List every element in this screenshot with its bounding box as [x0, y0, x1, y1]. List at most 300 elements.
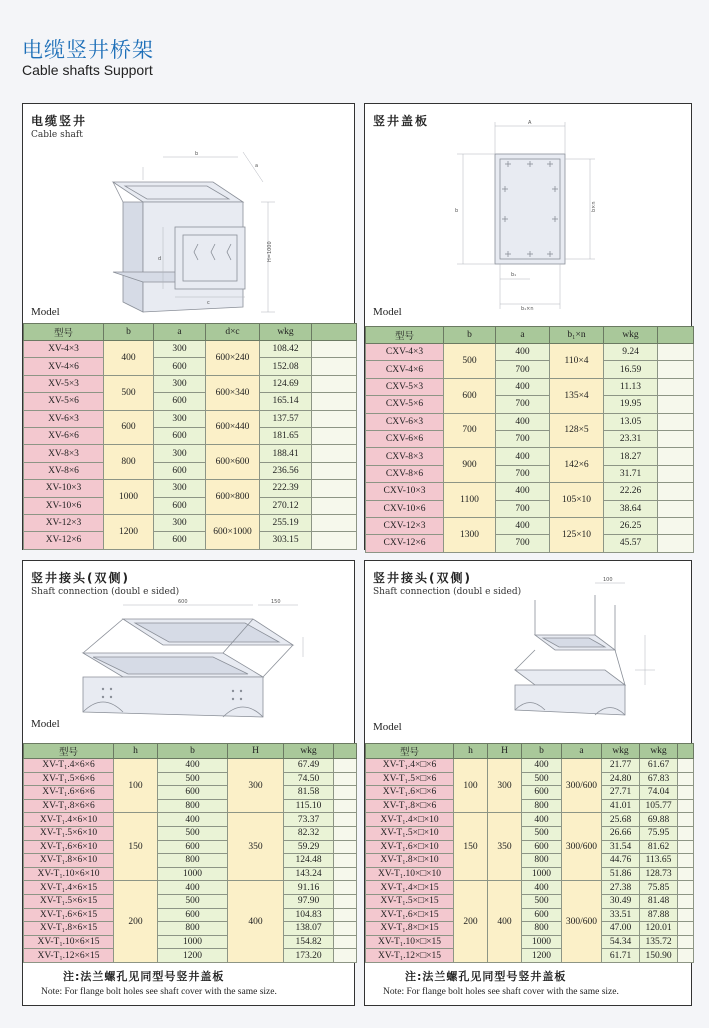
table-cell: 105.77	[640, 799, 678, 813]
table-row	[24, 867, 357, 881]
table-row	[366, 500, 694, 517]
table-cell: 81.48	[640, 894, 678, 908]
table-row	[24, 759, 357, 773]
table-cell	[658, 413, 694, 430]
table-cell: 600×440	[206, 410, 260, 445]
table-cell: 110×4	[550, 344, 604, 379]
table-cell: XV-T₁.5×□×15	[366, 894, 454, 908]
table-row	[24, 393, 357, 410]
panel-shaft-connection-2	[364, 560, 692, 1006]
table-cell: 81.58	[284, 786, 334, 800]
table-header: 型号 b a b₁×n wkg	[366, 327, 694, 344]
table-cell	[312, 341, 357, 358]
table-cell	[678, 867, 694, 881]
panel-subtitle: Shaft connection (doubl e sided)	[31, 587, 180, 597]
table-cell	[678, 894, 694, 908]
table-row	[24, 949, 357, 963]
table-cell: XV-T₁.5×□×10	[366, 826, 454, 840]
table-row	[366, 772, 694, 786]
table-cell	[312, 480, 357, 497]
table-cell: 500	[522, 772, 562, 786]
table-cell: 45.57	[604, 535, 658, 552]
table-cell: 82.32	[284, 826, 334, 840]
note-en: Note: For flange bolt holes see shaft cover with the same size.	[41, 987, 277, 997]
label-b1: b₁	[511, 272, 517, 278]
table-row	[24, 445, 357, 462]
table-cell: 54.34	[602, 935, 640, 949]
table-cell: 1200	[104, 514, 154, 549]
table-cell: 31.54	[602, 840, 640, 854]
model-label: Model	[31, 306, 60, 318]
table-cell: 600	[154, 393, 206, 410]
table-cell: 19.95	[604, 396, 658, 413]
table-row	[24, 410, 357, 427]
table-cell: 142×6	[550, 448, 604, 483]
table-cell: XV-T₁.10×6×10	[24, 867, 114, 881]
table-cell: 67.83	[640, 772, 678, 786]
table-cell: 1300	[444, 517, 496, 552]
table-cell: CXV-4×6	[366, 361, 444, 378]
table-cell: 300/600	[562, 881, 602, 963]
table-cell: 104.83	[284, 908, 334, 922]
table-row	[366, 949, 694, 963]
table-cell	[312, 393, 357, 410]
table-cell: 33.51	[602, 908, 640, 922]
table-cell: XV-5×3	[24, 375, 104, 392]
label-width: 100	[603, 577, 613, 583]
table-cell: XV-10×6	[24, 497, 104, 514]
note-cn: 注:法兰螺孔见同型号竖井盖板	[405, 970, 567, 983]
table-cell: 500	[444, 344, 496, 379]
label-width: 600	[178, 599, 188, 605]
table-cell: XV-5×6	[24, 393, 104, 410]
table-cell: XV-T₁.4×6×6	[24, 759, 114, 773]
table-cell: 800	[158, 799, 228, 813]
table-cell: XV-T₁.4×□×10	[366, 813, 454, 827]
table-row	[366, 922, 694, 936]
table-cell: 600×600	[206, 445, 260, 480]
table-cell: 600	[154, 462, 206, 479]
table-cell: 400	[104, 341, 154, 376]
model-label: Model	[373, 721, 402, 733]
table-cell: CXV-8×3	[366, 448, 444, 465]
table-cell: 31.71	[604, 465, 658, 482]
table-row	[366, 344, 694, 361]
table-cell: 500	[522, 826, 562, 840]
table-cell: XV-T₁.6×□×15	[366, 908, 454, 922]
table-cell	[658, 396, 694, 413]
table-cell: 700	[496, 535, 550, 552]
page-title-en: Cable shafts Support	[22, 62, 153, 78]
spec-table-cover	[365, 326, 694, 553]
table-cell: XV-T₁.8×6×6	[24, 799, 114, 813]
table-cell: XV-T₁.6×6×15	[24, 908, 114, 922]
label-b: b	[455, 208, 459, 214]
table-cell: 108.42	[260, 341, 312, 358]
table-cell: CXV-12×3	[366, 517, 444, 534]
table-cell: XV-T₁.4×□×15	[366, 881, 454, 895]
model-label: Model	[373, 306, 402, 318]
table-cell: 400	[496, 517, 550, 534]
table-cell	[678, 799, 694, 813]
table-cell: XV-T₁.4×6×10	[24, 813, 114, 827]
table-cell: CXV-10×3	[366, 483, 444, 500]
table-cell: XV-8×3	[24, 445, 104, 462]
table-cell	[334, 949, 357, 963]
table-cell: CXV-6×6	[366, 430, 444, 447]
table-cell: XV-T₁.6×□×6	[366, 786, 454, 800]
table-row	[24, 935, 357, 949]
table-cell	[658, 483, 694, 500]
table-cell: XV-10×3	[24, 480, 104, 497]
table-cell: CXV-4×3	[366, 344, 444, 361]
table-cell: 21.77	[602, 759, 640, 773]
table-cell: 900	[444, 448, 496, 483]
table-cell: 400	[158, 759, 228, 773]
table-row	[366, 483, 694, 500]
table-row	[24, 786, 357, 800]
table-row	[24, 462, 357, 479]
table-cell: 30.49	[602, 894, 640, 908]
table-row	[366, 786, 694, 800]
table-cell: 143.24	[284, 867, 334, 881]
table-cell: 600	[158, 786, 228, 800]
table-cell: 300	[154, 480, 206, 497]
table-cell	[678, 949, 694, 963]
table-cell: 1000	[522, 935, 562, 949]
table-cell: 400	[496, 448, 550, 465]
table-cell: CXV-8×6	[366, 465, 444, 482]
table-cell: XV-T₁.10×6×15	[24, 935, 114, 949]
table-cell: 600	[522, 840, 562, 854]
table-cell: 600×340	[206, 375, 260, 410]
table-cell: 300	[154, 341, 206, 358]
table-cell: 600	[154, 427, 206, 444]
table-row	[366, 854, 694, 868]
table-cell: 800	[522, 922, 562, 936]
table-cell: 27.71	[602, 786, 640, 800]
table-cell	[312, 514, 357, 531]
table-cell: 800	[522, 799, 562, 813]
table-cell: 400	[496, 344, 550, 361]
table-cell: 700	[496, 396, 550, 413]
table-cell: 300/600	[562, 813, 602, 881]
table-cell: XV-T₁.12×6×15	[24, 949, 114, 963]
table-cell: 138.07	[284, 922, 334, 936]
label-a: a	[255, 163, 259, 169]
table-row	[366, 799, 694, 813]
label-h: H=1000	[267, 241, 273, 262]
page-title-cn: 电缆竖井桥架	[22, 38, 154, 62]
table-cell	[334, 908, 357, 922]
panel-title: 竖井接头(双侧)	[31, 571, 130, 585]
table-row	[24, 375, 357, 392]
table-cell	[678, 826, 694, 840]
table-row	[366, 517, 694, 534]
table-cell	[678, 840, 694, 854]
table-cell	[678, 786, 694, 800]
panel-cable-shaft	[22, 103, 355, 550]
table-cell	[312, 532, 357, 549]
table-cell: 500	[158, 772, 228, 786]
table-row	[366, 840, 694, 854]
table-cell: 150.90	[640, 949, 678, 963]
table-cell: 700	[496, 430, 550, 447]
table-row	[366, 378, 694, 395]
table-row	[24, 532, 357, 549]
table-cell: 74.04	[640, 786, 678, 800]
table-cell	[658, 361, 694, 378]
table-row	[366, 535, 694, 552]
table-cell: 400	[488, 881, 522, 963]
table-cell: 303.15	[260, 532, 312, 549]
shaft-cover-drawing	[445, 114, 645, 314]
table-cell: 26.66	[602, 826, 640, 840]
table-row	[366, 813, 694, 827]
table-cell	[658, 448, 694, 465]
table-row	[366, 430, 694, 447]
table-cell: 400	[228, 881, 284, 963]
label-b1n: b₁×n	[521, 306, 534, 312]
table-cell	[658, 535, 694, 552]
table-cell: 1100	[444, 483, 496, 518]
table-row	[24, 922, 357, 936]
table-cell: XV-6×3	[24, 410, 104, 427]
table-cell: 124.48	[284, 854, 334, 868]
table-row	[366, 908, 694, 922]
table-cell: 600	[154, 532, 206, 549]
table-cell: 152.08	[260, 358, 312, 375]
table-cell	[658, 344, 694, 361]
table-cell: 16.59	[604, 361, 658, 378]
panel-shaft-connection-1	[22, 560, 355, 1006]
table-cell: CXV-5×6	[366, 396, 444, 413]
table-cell: XV-6×6	[24, 427, 104, 444]
table-cell: 800	[522, 854, 562, 868]
table-cell: 1000	[158, 935, 228, 949]
table-cell: 1000	[522, 867, 562, 881]
table-cell	[678, 881, 694, 895]
table-cell: 69.88	[640, 813, 678, 827]
table-cell: 500	[158, 826, 228, 840]
table-cell: 600	[522, 786, 562, 800]
spec-table-joint1	[23, 743, 357, 963]
table-header: 型号 h b H wkg	[24, 744, 357, 759]
table-cell	[658, 430, 694, 447]
table-cell: 61.71	[602, 949, 640, 963]
table-cell: 150	[454, 813, 488, 881]
panel-subtitle: Shaft connection (doubl e sided)	[373, 587, 522, 597]
table-cell: 400	[522, 813, 562, 827]
panel-title: 竖井接头(双侧)	[373, 571, 472, 585]
label-a: A	[528, 120, 532, 126]
table-cell: 135.72	[640, 935, 678, 949]
table-cell: 255.19	[260, 514, 312, 531]
table-cell: 500	[158, 894, 228, 908]
table-cell: 600×1000	[206, 514, 260, 549]
table-cell: XV-4×6	[24, 358, 104, 375]
table-cell: 800	[104, 445, 154, 480]
table-cell: 100	[454, 759, 488, 813]
table-cell: 700	[444, 413, 496, 448]
table-cell	[334, 826, 357, 840]
table-row	[24, 480, 357, 497]
table-cell: 113.65	[640, 854, 678, 868]
table-cell: 222.39	[260, 480, 312, 497]
table-cell: 23.31	[604, 430, 658, 447]
table-row	[366, 867, 694, 881]
table-cell: 400	[158, 813, 228, 827]
note-cn: 注:法兰螺孔见同型号竖井盖板	[63, 970, 225, 983]
table-cell	[334, 854, 357, 868]
table-cell: 188.41	[260, 445, 312, 462]
table-row	[366, 465, 694, 482]
table-cell: 1200	[522, 949, 562, 963]
table-cell	[334, 786, 357, 800]
table-cell: 400	[496, 483, 550, 500]
table-cell: XV-T₁.12×□×15	[366, 949, 454, 963]
label-height: 150	[271, 599, 281, 605]
table-row	[366, 826, 694, 840]
label-b: b	[195, 151, 199, 157]
table-row	[24, 840, 357, 854]
table-cell	[334, 840, 357, 854]
table-cell: 51.86	[602, 867, 640, 881]
table-row	[24, 826, 357, 840]
table-cell: 24.80	[602, 772, 640, 786]
table-cell	[334, 894, 357, 908]
table-cell: CXV-12×6	[366, 535, 444, 552]
table-cell: 128.73	[640, 867, 678, 881]
table-cell: XV-T₁.6×□×10	[366, 840, 454, 854]
table-cell	[334, 772, 357, 786]
table-cell: 1200	[158, 949, 228, 963]
table-row	[366, 935, 694, 949]
table-cell	[312, 410, 357, 427]
table-cell: 97.90	[284, 894, 334, 908]
table-cell	[334, 922, 357, 936]
table-cell: 700	[496, 465, 550, 482]
table-cell: XV-12×6	[24, 532, 104, 549]
table-cell	[678, 772, 694, 786]
table-cell: XV-T₁.10×□×15	[366, 935, 454, 949]
table-cell: 350	[228, 813, 284, 881]
table-cell: 400	[496, 413, 550, 430]
table-cell: XV-T₁.8×6×15	[24, 922, 114, 936]
table-cell: 44.76	[602, 854, 640, 868]
label-c: c	[207, 300, 210, 306]
table-cell: 87.88	[640, 908, 678, 922]
table-cell	[678, 854, 694, 868]
table-cell: 137.57	[260, 410, 312, 427]
table-cell: 154.82	[284, 935, 334, 949]
table-cell	[334, 799, 357, 813]
table-cell: 67.49	[284, 759, 334, 773]
table-row	[366, 894, 694, 908]
table-cell: 124.69	[260, 375, 312, 392]
table-cell: 150	[114, 813, 158, 881]
table-cell: XV-T₁.8×□×10	[366, 854, 454, 868]
table-cell: 9.24	[604, 344, 658, 361]
table-cell	[334, 759, 357, 773]
table-row	[366, 413, 694, 430]
table-cell: 11.13	[604, 378, 658, 395]
table-cell: 600	[154, 358, 206, 375]
table-row	[24, 514, 357, 531]
table-cell: 120.01	[640, 922, 678, 936]
table-row	[24, 813, 357, 827]
table-cell: XV-T₁.5×□×6	[366, 772, 454, 786]
table-cell	[312, 358, 357, 375]
table-cell: 800	[158, 922, 228, 936]
table-cell	[658, 465, 694, 482]
table-cell: XV-T₁.4×□×6	[366, 759, 454, 773]
table-cell: 74.50	[284, 772, 334, 786]
label-d: d	[158, 256, 162, 262]
table-row	[24, 497, 357, 514]
table-cell: 300	[488, 759, 522, 813]
shaft-connection-drawing-1	[63, 597, 343, 727]
table-cell: XV-12×3	[24, 514, 104, 531]
table-cell: 125×10	[550, 517, 604, 552]
table-cell: CXV-10×6	[366, 500, 444, 517]
table-cell: 400	[158, 881, 228, 895]
table-cell: 41.01	[602, 799, 640, 813]
panel-subtitle: Cable shaft	[31, 130, 83, 140]
table-row	[24, 772, 357, 786]
table-cell: XV-T₁.8×□×6	[366, 799, 454, 813]
table-row	[366, 881, 694, 895]
table-cell: 300	[228, 759, 284, 813]
table-cell: XV-T₁.6×6×6	[24, 786, 114, 800]
table-cell: 73.37	[284, 813, 334, 827]
table-cell: 1000	[158, 867, 228, 881]
table-cell: 600×800	[206, 480, 260, 515]
panel-shaft-cover	[364, 103, 692, 550]
table-row	[24, 881, 357, 895]
table-cell: 500	[522, 894, 562, 908]
table-cell: 165.14	[260, 393, 312, 410]
table-cell	[312, 375, 357, 392]
table-cell: 700	[496, 500, 550, 517]
model-label: Model	[31, 718, 60, 730]
table-cell: XV-T₁.5×6×10	[24, 826, 114, 840]
table-cell: 75.95	[640, 826, 678, 840]
table-cell: 181.65	[260, 427, 312, 444]
table-cell: XV-T₁.8×□×15	[366, 922, 454, 936]
panel-title: 竖井盖板	[373, 114, 430, 128]
table-cell: 270.12	[260, 497, 312, 514]
table-cell: 300	[154, 514, 206, 531]
table-cell: 400	[496, 378, 550, 395]
table-cell: 600	[104, 410, 154, 445]
table-cell: 800	[158, 854, 228, 868]
table-cell: 600	[158, 908, 228, 922]
table-header: 型号 h H b a wkg wkg	[366, 744, 694, 759]
table-cell: 400	[522, 759, 562, 773]
table-row	[366, 448, 694, 465]
table-cell: XV-T₁.10×□×10	[366, 867, 454, 881]
table-cell	[334, 881, 357, 895]
table-cell	[678, 759, 694, 773]
table-cell	[678, 813, 694, 827]
table-cell: 200	[114, 881, 158, 963]
table-cell: 700	[496, 361, 550, 378]
table-row	[24, 854, 357, 868]
table-cell: 38.64	[604, 500, 658, 517]
shaft-connection-drawing-2	[485, 575, 685, 735]
table-row	[366, 759, 694, 773]
